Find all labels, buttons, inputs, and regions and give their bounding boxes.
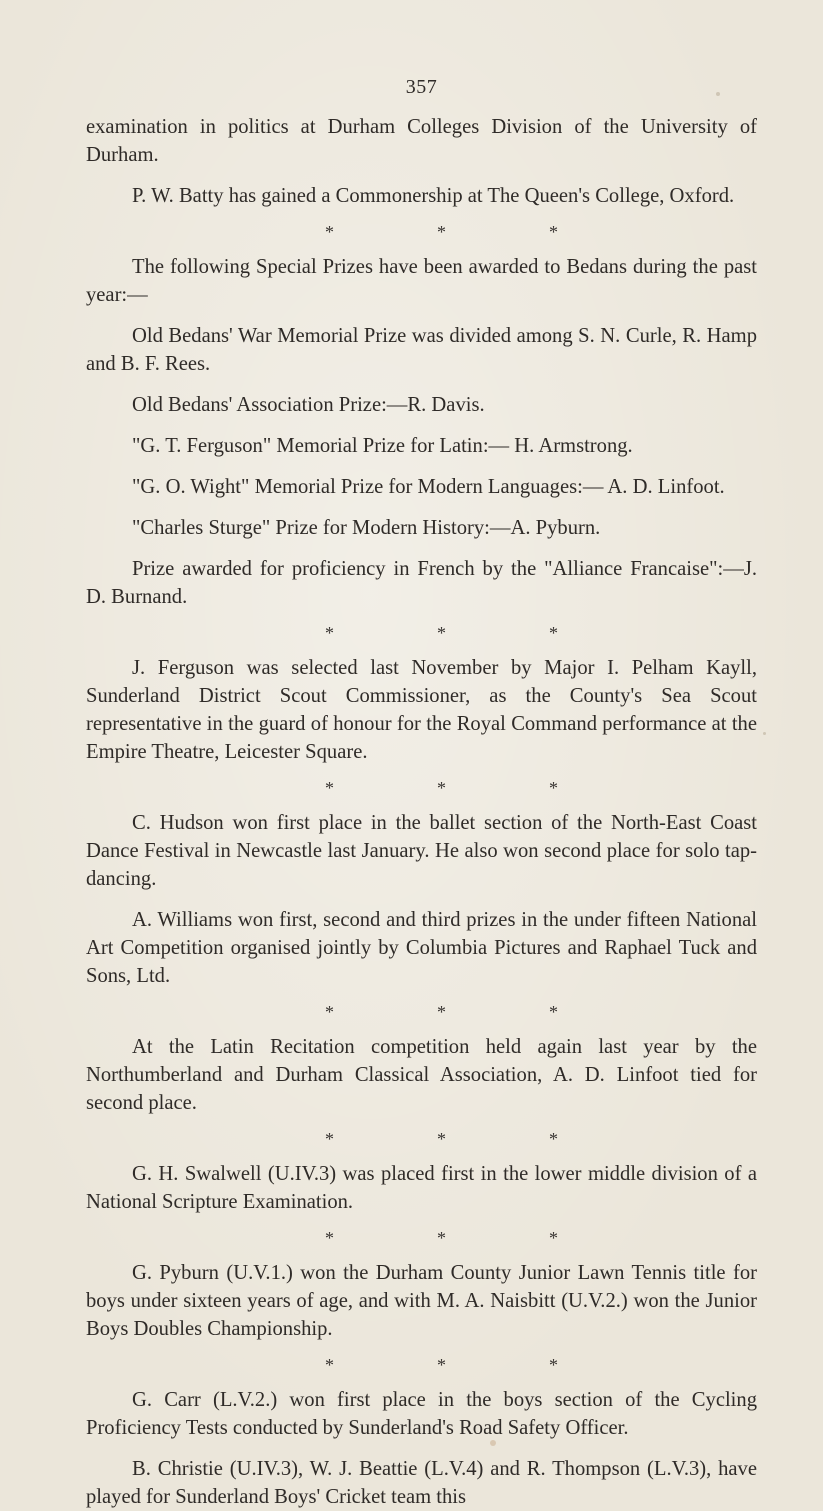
- para-special-prizes: The following Special Prizes have been awarded to Bedans during the past year:—: [86, 256, 757, 306]
- para-wight-prize: "G. O. Wight" Memorial Prize for Modern Languages:— A. D. Linfoot.: [132, 476, 725, 498]
- asterisk-separator-mark: *: [437, 1228, 446, 1248]
- asterisk-separator-mark: *: [325, 623, 334, 643]
- paper-speck: [763, 732, 766, 735]
- separator-6: [86, 1229, 757, 1247]
- asterisk-separator-mark: *: [437, 1129, 446, 1149]
- para-association-prize: Old Bedans' Association Prize:—R. Davis.: [132, 394, 485, 416]
- asterisk-separator-mark: *: [549, 1129, 558, 1149]
- para-williams-art: A. Williams won first, second and third prizes in the under fifteen National Art Competition organised jointly by Columbia Pictures and Raphael Tuck and Sons, Ltd.: [86, 909, 757, 987]
- separator-4: [86, 1003, 757, 1021]
- asterisk-separator-mark: *: [437, 222, 446, 242]
- asterisk-separator-mark: *: [325, 778, 334, 798]
- asterisk-separator-mark: *: [325, 222, 334, 242]
- para-war-memorial-prize: Old Bedans' War Memorial Prize was divided among S. N. Curle, R. Hamp and B. F. Rees.: [86, 325, 757, 375]
- asterisk-separator-mark: *: [549, 778, 558, 798]
- asterisk-separator-mark: *: [437, 1355, 446, 1375]
- para-hudson-dance: C. Hudson won first place in the ballet section of the North-East Coast Dance Festival in Newcastle last January. He also won second place for solo tap-dancing.: [86, 812, 757, 890]
- asterisk-separator-mark: *: [549, 1002, 558, 1022]
- para-swalwell-scripture: G. H. Swalwell (U.IV.3) was placed first in the lower middle division of a National Scripture Examination.: [86, 1163, 757, 1213]
- asterisk-separator-mark: *: [325, 1355, 334, 1375]
- para-ferguson-scout: J. Ferguson was selected last November by Major I. Pelham Kayll, Sunderland District Scout Commissioner, as the County's Sea Scout representative in the guard of honour for the Royal Command performance at the Empire Theatre, Leicester Square.: [86, 657, 757, 763]
- para-durham-politics: examination in politics at Durham Colleges Division of the University of Durham.: [86, 116, 757, 166]
- asterisk-separator-mark: *: [437, 1002, 446, 1022]
- asterisk-separator-mark: *: [549, 623, 558, 643]
- separator-7: [86, 1356, 757, 1374]
- para-batty: P. W. Batty has gained a Commonership at The Queen's College, Oxford.: [132, 185, 735, 207]
- asterisk-separator-mark: *: [437, 623, 446, 643]
- para-pyburn-tennis: G. Pyburn (U.V.1.) won the Durham County Junior Lawn Tennis title for boys under sixteen years of age, and with M. A. Naisbitt (U.V.2.) won the Junior Boys Doubles Championship.: [86, 1262, 757, 1340]
- asterisk-separator-mark: *: [325, 1002, 334, 1022]
- para-ferguson-prize: "G. T. Ferguson" Memorial Prize for Latin:— H. Armstrong.: [132, 435, 633, 457]
- separator-1: [86, 223, 757, 241]
- para-latin-recitation: At the Latin Recitation competition held again last year by the Northumberland and Durham Classical Association, A. D. Linfoot tied for second place.: [86, 1036, 757, 1114]
- separator-2: [86, 624, 757, 642]
- paper-speck: [716, 92, 720, 96]
- asterisk-separator-mark: *: [549, 1228, 558, 1248]
- asterisk-separator-mark: *: [325, 1228, 334, 1248]
- para-alliance-prize: Prize awarded for proficiency in French by the "Alliance Francaise":—J. D. Burnand.: [86, 558, 757, 608]
- separator-5: [86, 1130, 757, 1148]
- asterisk-separator-mark: *: [549, 222, 558, 242]
- asterisk-separator-mark: *: [549, 1355, 558, 1375]
- paper-speck: [490, 1440, 496, 1446]
- page-number: 357: [405, 76, 438, 98]
- para-sturge-prize: "Charles Sturge" Prize for Modern History:—A. Pyburn.: [132, 517, 601, 539]
- para-carr-cycling: G. Carr (L.V.2.) won first place in the boys section of the Cycling Proficiency Tests conducted by Sunderland's Road Safety Officer.: [86, 1389, 757, 1439]
- asterisk-separator-mark: *: [325, 1129, 334, 1149]
- para-cricket: B. Christie (U.IV.3), W. J. Beattie (L.V.4) and R. Thompson (L.V.3), have played for Sunderland Boys' Cricket team this: [86, 1458, 757, 1508]
- page-content: [86, 113, 757, 1511]
- asterisk-separator-mark: *: [437, 778, 446, 798]
- separator-3: [86, 779, 757, 797]
